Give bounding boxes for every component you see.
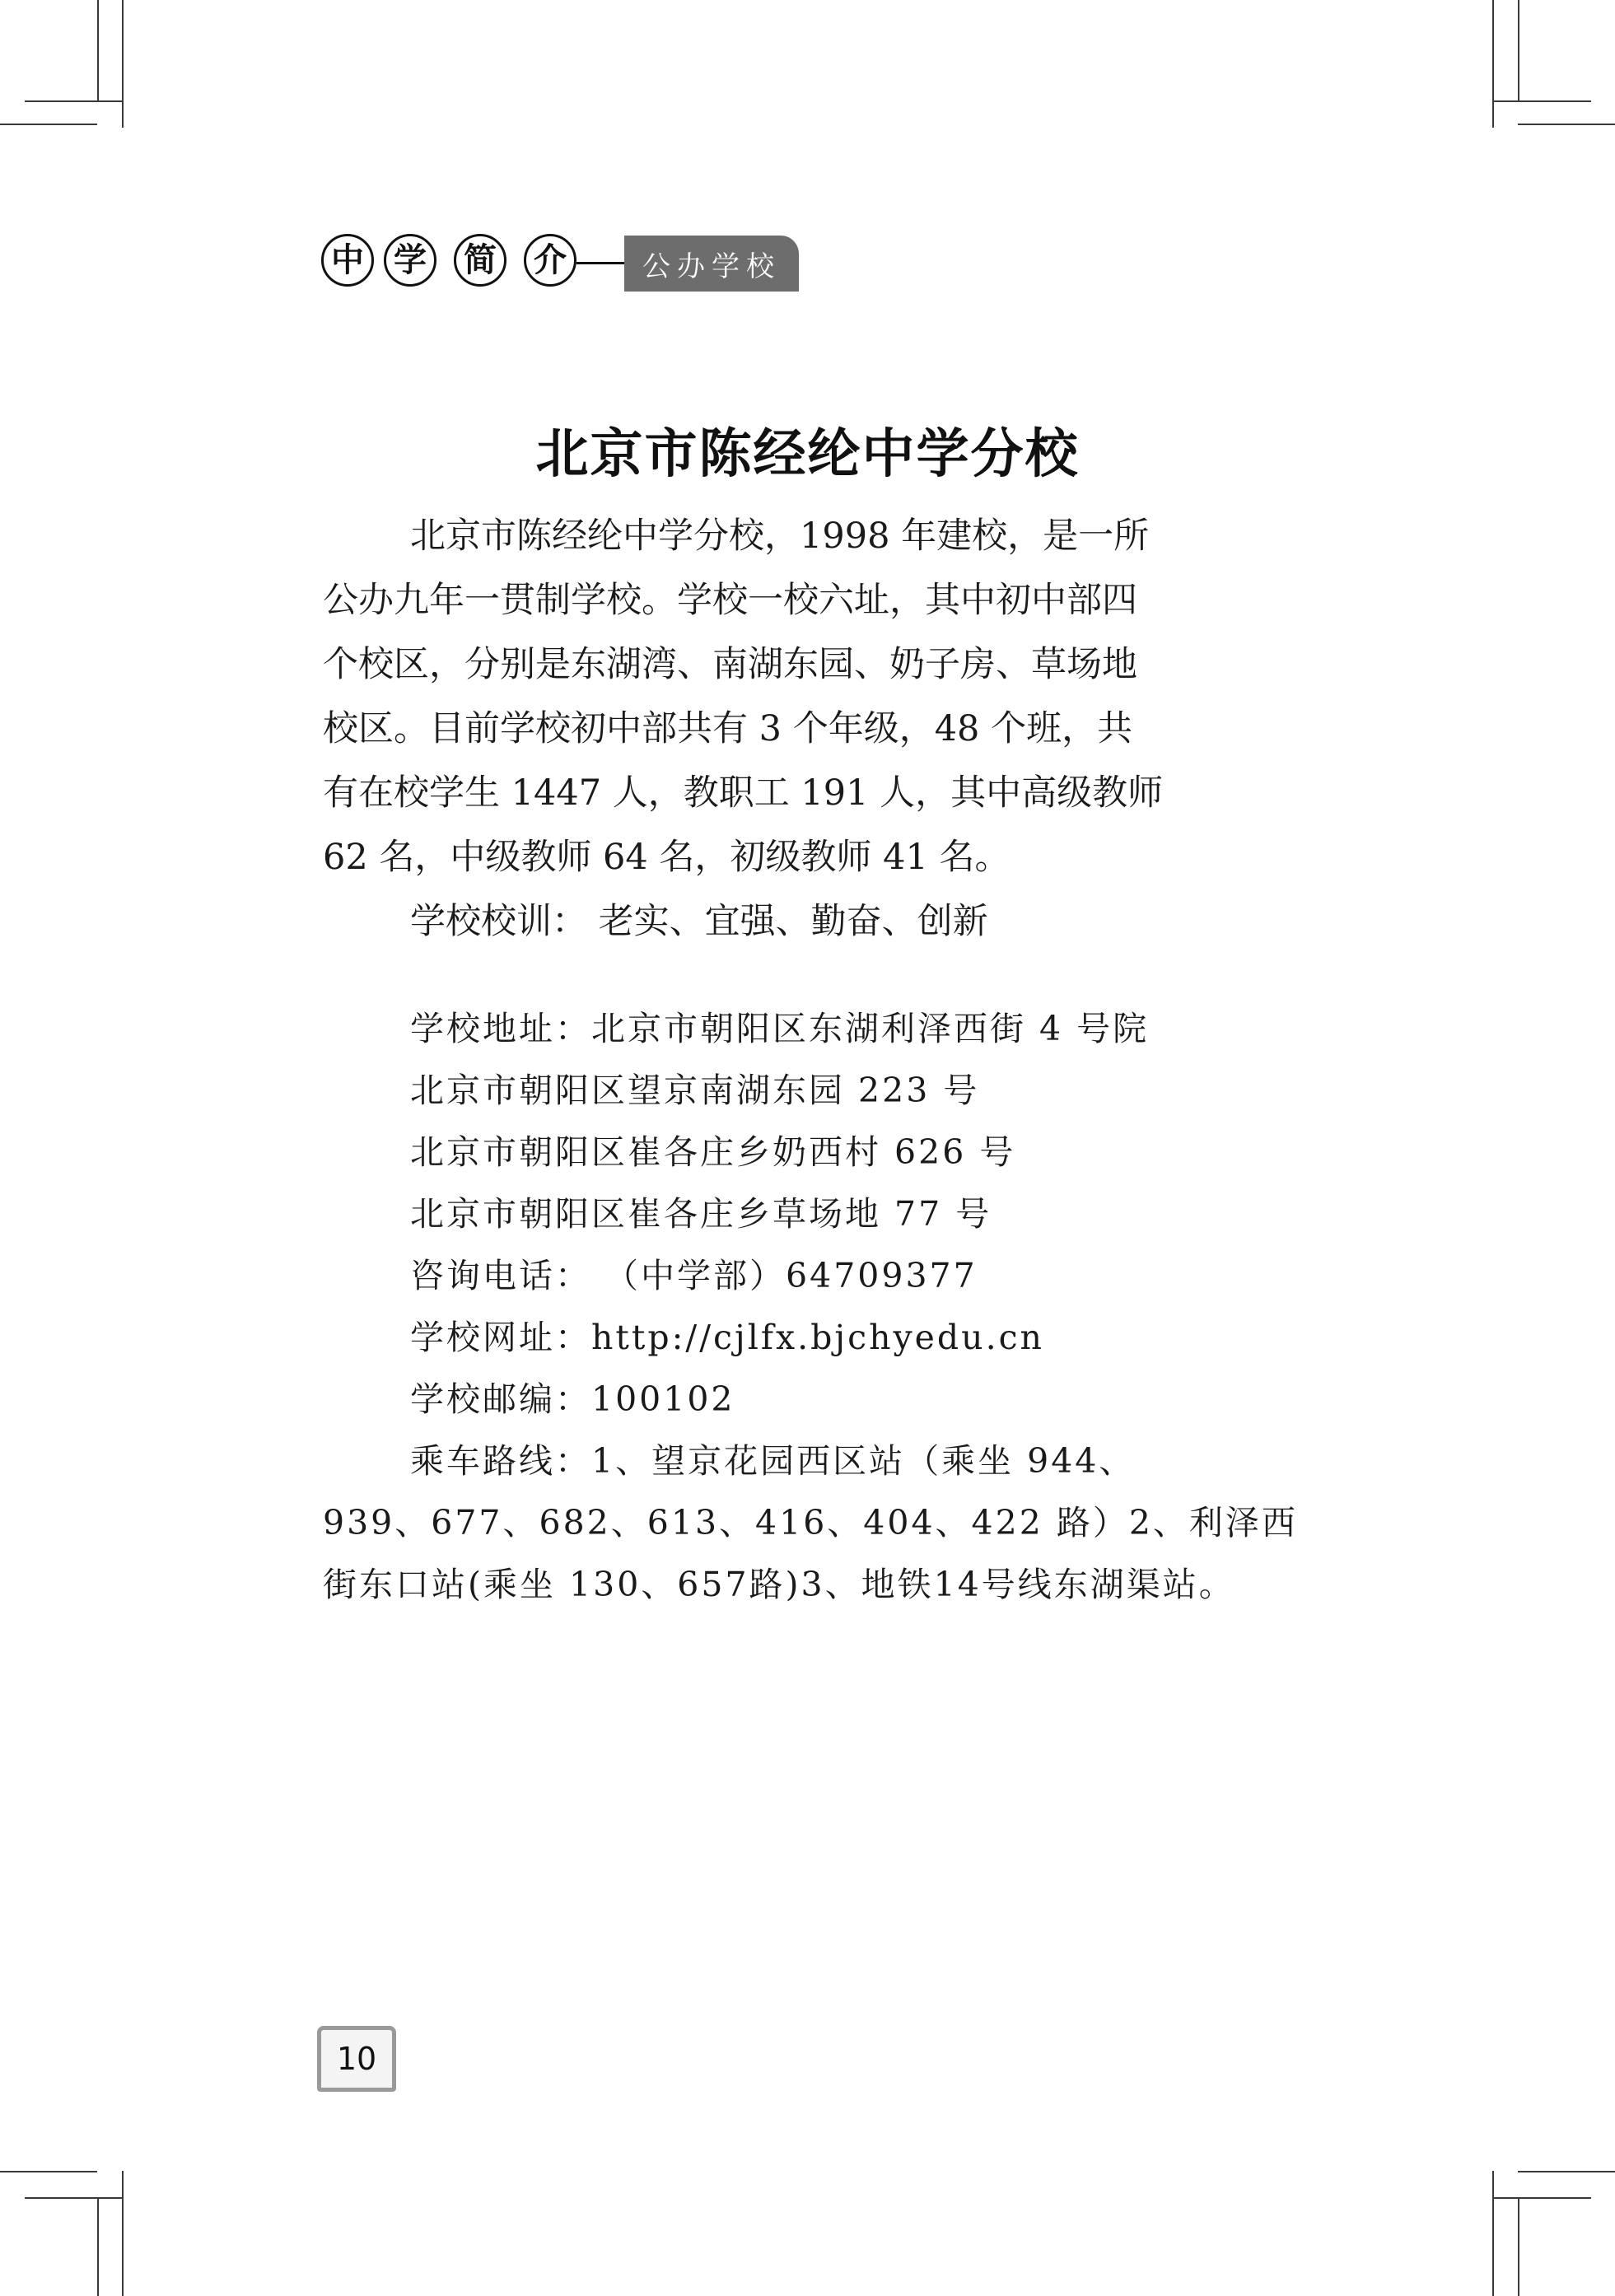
school-motto: 学校校训： 老实、宜强、勤奋、创新 bbox=[410, 901, 988, 942]
header-connector-line bbox=[576, 262, 626, 264]
crop-mark bbox=[1518, 2197, 1519, 2296]
crop-mark bbox=[1492, 2171, 1494, 2296]
crop-mark bbox=[97, 2197, 99, 2296]
crop-mark bbox=[97, 0, 99, 100]
transit-line: 939、677、682、613、416、404、422 路）2、利泽西 bbox=[323, 1503, 1298, 1542]
paragraph-line: 有在校学生 1447 人，教职工 191 人，其中高级教师 bbox=[323, 772, 1164, 814]
address-line: 北京市朝阳区崔各庄乡草场地 77 号 bbox=[410, 1194, 992, 1234]
intro-paragraph bbox=[323, 504, 1245, 954]
crop-mark bbox=[122, 0, 124, 128]
page-number: 10 bbox=[317, 2026, 396, 2092]
paragraph-line: 北京市陈经纶中学分校，1998 年建校，是一所 bbox=[410, 516, 1150, 557]
crop-mark bbox=[1492, 100, 1591, 102]
section-char-circle: 学 bbox=[384, 234, 436, 287]
crop-mark bbox=[25, 2197, 122, 2199]
transit-line: 街东口站(乘坐 130、657路)3、地铁14号线东湖渠站。 bbox=[323, 1565, 1235, 1604]
crop-mark bbox=[1492, 0, 1494, 128]
crop-mark bbox=[0, 124, 97, 125]
address-line: 北京市朝阳区望京南湖东园 223 号 bbox=[410, 1071, 980, 1110]
crop-mark bbox=[0, 2171, 97, 2172]
section-char-circle: 中 bbox=[321, 234, 374, 287]
section-char-circle: 介 bbox=[524, 234, 576, 287]
paragraph-line: 个校区，分别是东湖湾、南湖东园、奶子房、草场地 bbox=[323, 644, 1137, 685]
crop-mark bbox=[1518, 0, 1519, 100]
paragraph-line: 62 名，中级教师 64 名，初级教师 41 名。 bbox=[323, 837, 1011, 878]
phone-line: 咨询电话： （中学部）64709377 bbox=[410, 1256, 978, 1295]
website-line: 学校网址：http://cjlfx.bjchyedu.cn bbox=[410, 1318, 1044, 1357]
page-title: 北京市陈经纶中学分校 bbox=[535, 424, 1080, 485]
category-tag: 公办学校 bbox=[624, 236, 799, 292]
crop-mark bbox=[1518, 2171, 1615, 2172]
paragraph-line: 公办九年一贯制学校。学校一校六址，其中初中部四 bbox=[323, 580, 1137, 621]
paragraph-line: 校区。目前学校初中部共有 3 个年级，48 个班，共 bbox=[323, 708, 1133, 749]
crop-mark bbox=[25, 100, 122, 102]
transit-line: 乘车路线：1、望京花园西区站（乘坐 944、 bbox=[410, 1441, 1136, 1481]
section-char-circle: 简 bbox=[454, 234, 506, 287]
address-line: 北京市朝阳区崔各庄乡奶西村 626 号 bbox=[410, 1132, 1016, 1172]
crop-mark bbox=[122, 2171, 124, 2296]
postcode-line: 学校邮编：100102 bbox=[410, 1379, 735, 1419]
contact-info bbox=[323, 998, 1298, 1616]
crop-mark bbox=[1492, 2197, 1591, 2199]
address-line: 学校地址：北京市朝阳区东湖利泽西街 4 号院 bbox=[410, 1009, 1150, 1048]
crop-mark bbox=[1518, 124, 1615, 125]
